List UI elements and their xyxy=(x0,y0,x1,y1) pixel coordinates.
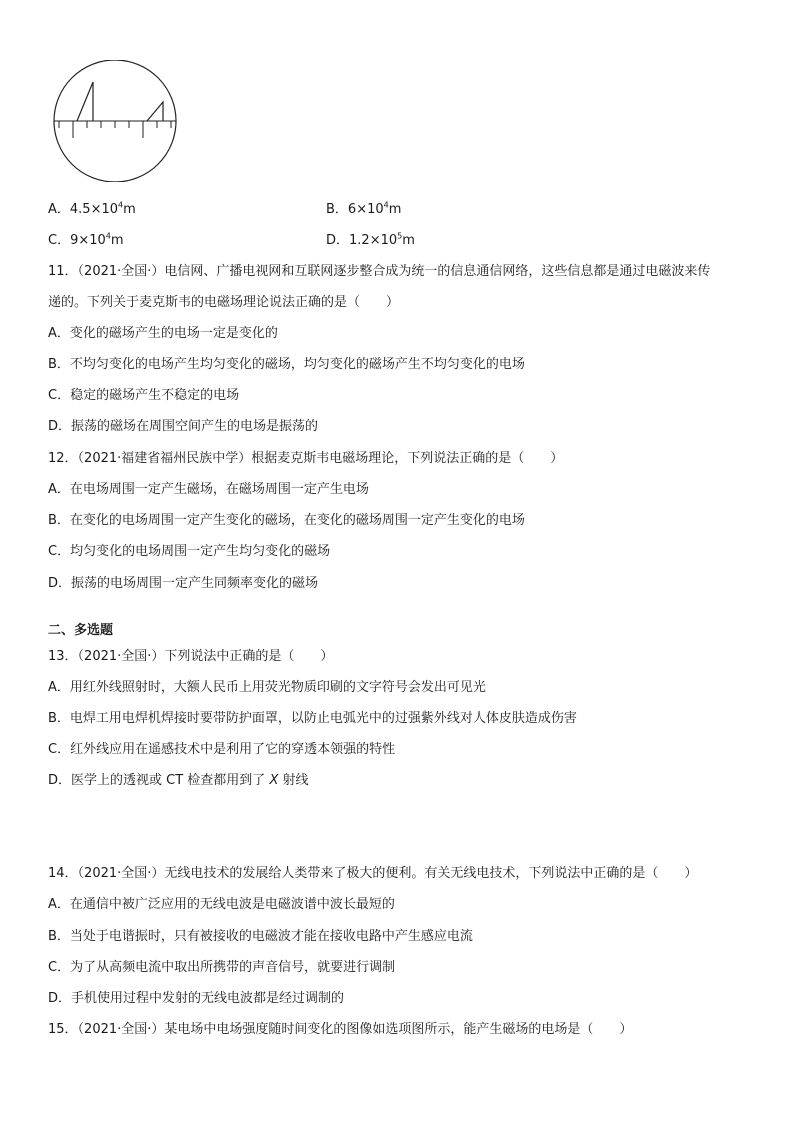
q10-option-d[interactable]: D．$1.2\times 10^5m$ xyxy=(326,231,415,248)
q14-option-c[interactable]: C．为了从高频电流中取出所携带的声音信号，就要进行调制 xyxy=(48,960,396,975)
q11-option-c[interactable]: C．稳定的磁场产生不稳定的电场 xyxy=(48,388,240,403)
q13-option-c[interactable]: C．红外线应用在遥感技术中是利用了它的穿透本领强的特性 xyxy=(48,742,396,757)
q12-option-c[interactable]: C．均匀变化的电场周围一定产生均匀变化的磁场 xyxy=(48,544,331,559)
q10-option-a[interactable]: A．$4.5\times 10^4m$ xyxy=(48,200,136,217)
q12-option-b[interactable]: B．在变化的电场周围一定产生变化的磁场，在变化的磁场周围一定产生变化的电场 xyxy=(48,513,525,528)
q11-option-a[interactable]: A．变化的磁场产生的电场一定是变化的 xyxy=(48,326,278,341)
q11-option-d[interactable]: D．振荡的磁场在周围空间产生的电场是振荡的 xyxy=(48,419,319,434)
q10-option-b[interactable]: B．$6\times 10^4m$ xyxy=(326,200,402,217)
q12-option-a[interactable]: A．在电场周围一定产生磁场，在磁场周围一定产生电场 xyxy=(48,482,369,497)
q11-stem-line2: 递的。下列关于麦克斯韦的电磁场理论说法正确的是（ ） xyxy=(48,295,400,310)
q13-option-b[interactable]: B．电焊工用电焊机焊接时要带防护面罩，以防止电弧光中的过强紫外线对人体皮肤造成伤害 xyxy=(48,711,577,726)
q14-option-b[interactable]: B．当处于电谐振时，只有被接收的电磁波才能在接收电路中产生感应电流 xyxy=(48,929,473,944)
q14-option-a[interactable]: A．在通信中被广泛应用的无线电波是电磁波谱中波长最短的 xyxy=(48,897,395,912)
q14-stem: 14．（2021·全国·）无线电技术的发展给人类带来了极大的便利。有关无线电技术，下列说法中正确的是（ ） xyxy=(48,866,698,881)
q12-option-d[interactable]: D．振荡的电场周围一定产生同频率变化的磁场 xyxy=(48,576,319,591)
q12-stem: 12．（2021·福建省福州民族中学）根据麦克斯韦电磁场理论，下列说法正确的是（ ） xyxy=(48,451,564,466)
q14-option-d[interactable]: D．手机使用过程中发射的无线电波都是经过调制的 xyxy=(48,991,345,1006)
q13-option-a[interactable]: A．用红外线照射时，大额人民币上用荧光物质印刷的文字符号会发出可见光 xyxy=(48,680,486,695)
q11-stem-line1: 11．（2021·全国·）电信网、广播电视网和互联网逐步整合成为统一的信息通信网络，这些信息都是通过电磁波来传 xyxy=(48,264,711,279)
radar-echo-pulse xyxy=(147,102,163,121)
q15-stem: 15．（2021·全国·）某电场中电场强度随时间变化的图像如选项图所示，能产生磁场的电场是（ ） xyxy=(48,1022,633,1037)
q11-option-b[interactable]: B．不均匀变化的电场产生均匀变化的磁场，均匀变化的磁场产生不均匀变化的电场 xyxy=(48,357,525,372)
q10-option-c[interactable]: C．$9\times 10^4m$ xyxy=(48,231,124,248)
radar-ticks xyxy=(59,121,171,138)
q13-stem: 13．（2021·全国·）下列说法中正确的是（ ） xyxy=(48,649,334,664)
radar-screen-figure xyxy=(49,60,181,182)
section-heading-multiple-choice: 二、多选题 xyxy=(48,623,114,638)
q13-option-d[interactable]: D．医学上的透视或 CT 检查都用到了 X 射线 xyxy=(48,773,309,788)
radar-emitted-pulse xyxy=(77,82,93,121)
